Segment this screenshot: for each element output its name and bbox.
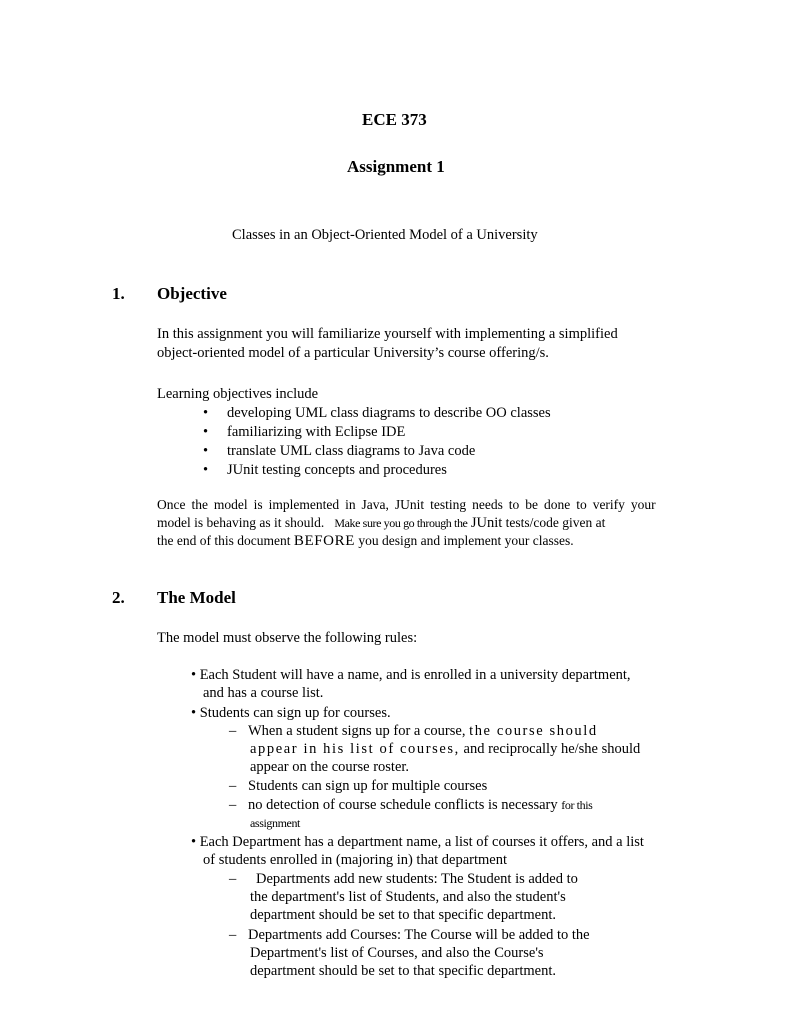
- rule-department-line-1: [191, 833, 644, 852]
- rule-text: When a student signs up for a course,: [248, 723, 466, 739]
- dash-icon: –: [229, 927, 237, 943]
- note-text: the end of this document: [157, 533, 291, 548]
- note-text: you design and implement your classes.: [358, 533, 574, 548]
- note-emphasis: BEFORE: [293, 533, 355, 549]
- rule-student-line-1: [191, 666, 631, 685]
- rule-signup: [191, 704, 391, 723]
- assignment-subtitle: Classes in an Object-Oriented Model of a University: [232, 227, 538, 243]
- bullet-icon: •: [191, 705, 197, 721]
- objective-intro-line-2: object-oriented model of a particular University’s course offering/s.: [157, 345, 549, 361]
- objective-text: familiarizing with Eclipse IDE: [227, 424, 406, 440]
- testing-note-line-1: Once the model is implemented in Java, JUnit testing needs to be done to verify your: [157, 497, 656, 512]
- assignment-title: Assignment 1: [347, 157, 445, 176]
- section-2-number: 2.: [112, 588, 125, 607]
- bullet-icon: •: [191, 834, 197, 850]
- objective-intro-line-1: In this assignment you will familiarize yourself with implementing a simplified: [157, 326, 618, 342]
- bullet-icon: •: [203, 462, 209, 478]
- dash-icon: –: [229, 778, 237, 794]
- note-text: Make sure you go through the: [334, 516, 468, 530]
- rule-text: the course should: [469, 723, 598, 739]
- bullet-icon: •: [203, 443, 209, 459]
- list-item: [203, 442, 551, 461]
- bullet-icon: •: [203, 405, 209, 421]
- rule-department-sub-2-line-1: Departments add Courses: The Course will be added to the: [248, 927, 590, 943]
- dash-icon: –: [229, 797, 237, 813]
- objective-text: JUnit testing concepts and procedures: [227, 462, 447, 478]
- rule-signup-sub-1-line-3: appear on the course roster.: [250, 759, 410, 775]
- rule-text: Each Student will have a name, and is enrolled in a university department,: [199, 667, 631, 683]
- rules-intro: The model must observe the following rules:: [157, 630, 418, 646]
- course-code: ECE 373: [362, 110, 427, 129]
- note-text: JUnit: [470, 515, 503, 531]
- dash-icon: –: [229, 723, 237, 739]
- rule-student-line-2: and has a course list.: [203, 685, 324, 701]
- section-1-heading: Objective: [157, 284, 227, 303]
- rule-department-sub-1-line-1: Departments add new students: The Student is added to: [256, 871, 578, 887]
- rule-signup-sub-2: Students can sign up for multiple courses: [248, 778, 488, 794]
- objectives-list: [203, 404, 551, 480]
- rule-text: for this: [561, 798, 593, 812]
- rule-department-sub-2-line-3: department should be set to that specific department.: [250, 963, 557, 979]
- bullet-icon: •: [203, 424, 209, 440]
- rule-signup-sub-3-line-1: [248, 796, 592, 815]
- rule-text: appear in his list of courses,: [250, 741, 460, 757]
- rule-department-sub-1-line-3: department should be set to that specific department.: [250, 907, 557, 923]
- list-item: [203, 404, 551, 423]
- note-text: model is behaving as it should.: [157, 515, 325, 530]
- testing-note-line-3: [157, 533, 574, 550]
- objectives-label: Learning objectives include: [157, 386, 319, 402]
- section-1-number: 1.: [112, 284, 125, 303]
- rule-text: Each Department has a department name, a list of courses it offers, and a list: [199, 834, 644, 850]
- testing-note-line-2: [157, 515, 605, 532]
- rule-text: Students can sign up for courses.: [199, 705, 391, 721]
- note-text: tests/code given at: [505, 515, 606, 530]
- rule-signup-sub-1-line-2: [250, 740, 640, 759]
- rule-department-sub-1-line-2: the department's list of Students, and also the student's: [250, 889, 566, 905]
- rule-department-line-2: of students enrolled in (majoring in) that department: [203, 852, 508, 868]
- dash-icon: –: [229, 871, 237, 887]
- rule-signup-sub-1-line-1: [248, 722, 598, 741]
- rule-signup-sub-3-line-2: assignment: [250, 816, 300, 830]
- list-item: [203, 423, 551, 442]
- rule-department-sub-2-line-2: Department's list of Courses, and also the Course's: [250, 945, 544, 961]
- objective-text: translate UML class diagrams to Java code: [227, 443, 476, 459]
- rule-text: and reciprocally he/she should: [463, 741, 641, 757]
- objective-text: developing UML class diagrams to describe OO classes: [227, 405, 551, 421]
- section-2-heading: The Model: [157, 588, 236, 607]
- list-item: [203, 461, 551, 480]
- bullet-icon: •: [191, 667, 197, 683]
- rule-text: no detection of course schedule conflicts is necessary: [248, 797, 558, 813]
